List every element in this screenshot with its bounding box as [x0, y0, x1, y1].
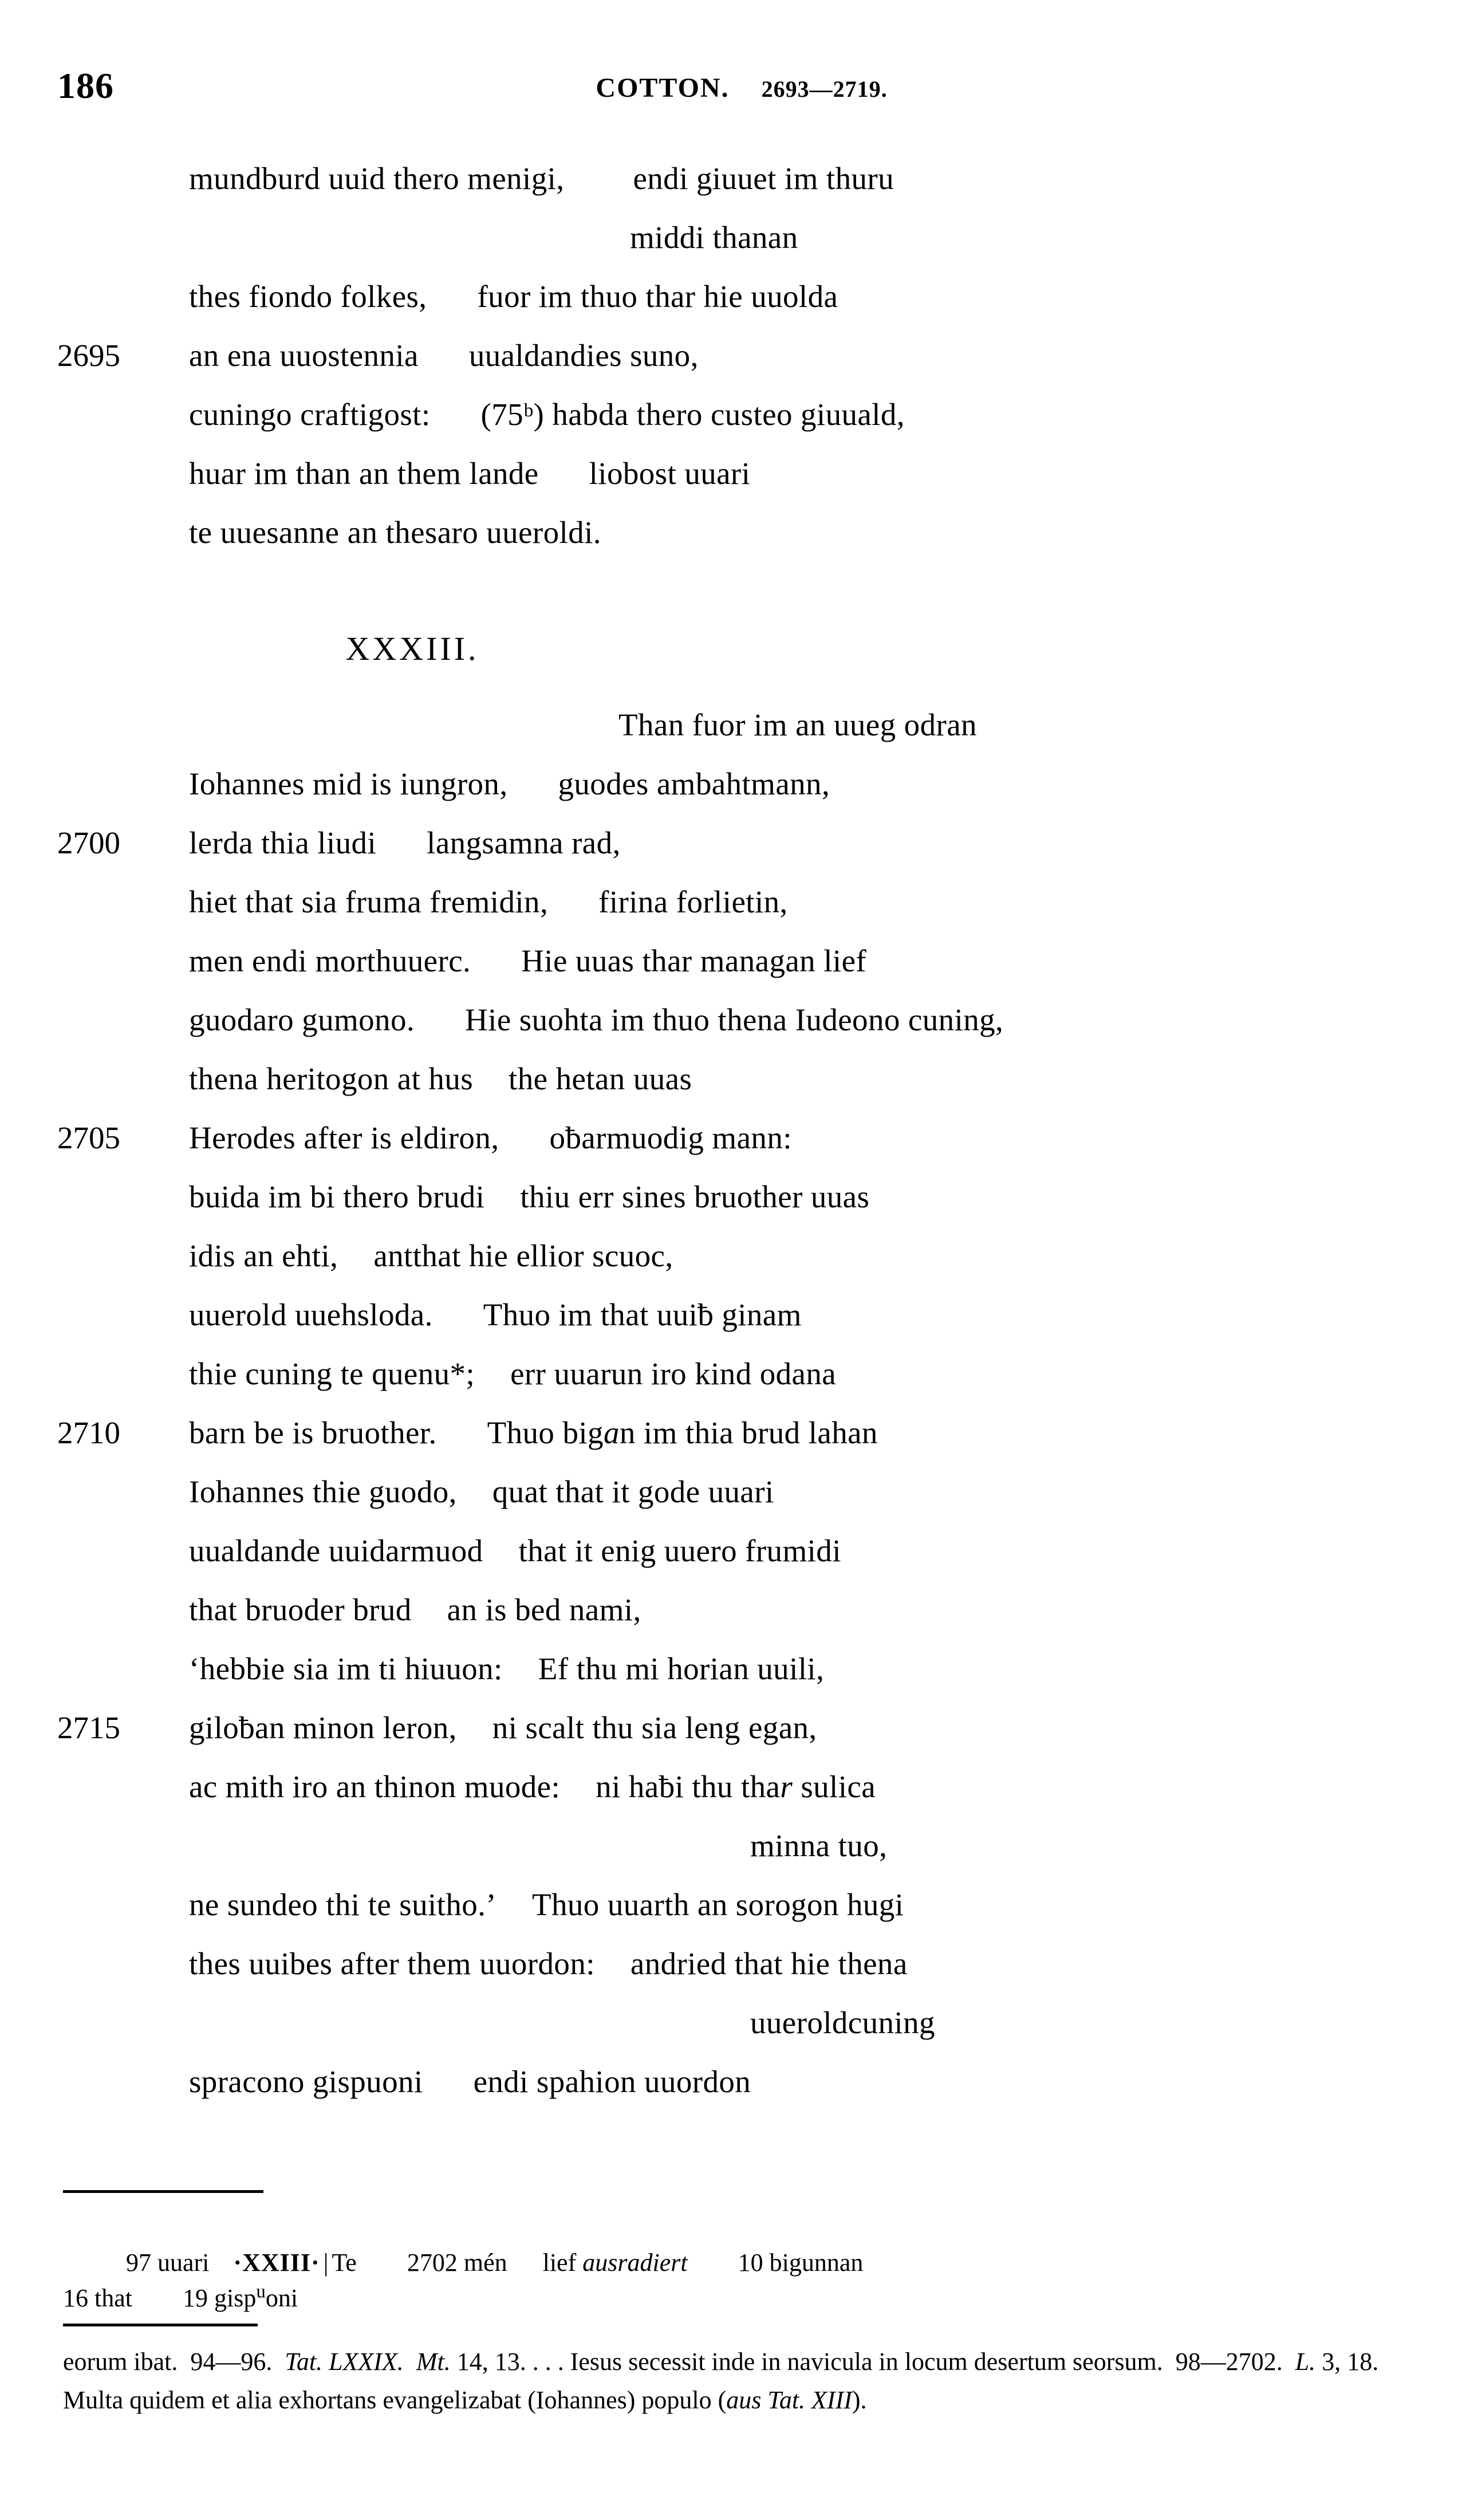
- verse-half-line-b-text: n im thia brud lahan: [619, 1415, 878, 1450]
- verse-line-text: [189, 1639, 824, 1698]
- verse-half-line-a-text: thena heritogon at hus: [189, 1061, 474, 1096]
- verse-half-line-a-text: men endi morthuuerc.: [189, 943, 471, 978]
- verse-line-text: [189, 1934, 908, 1993]
- verse-half-line-a: [189, 515, 601, 550]
- verse-half-line-a: [189, 1651, 503, 1686]
- verse-line-text: [189, 1226, 673, 1285]
- verse-half-line-b-text: uualdandies suno,: [468, 338, 699, 373]
- verse-half-line-a-text: Iohannes thie guodo,: [189, 1474, 457, 1509]
- verse-half-line-b: [477, 279, 838, 314]
- verse-line: [0, 326, 1466, 385]
- verse-half-line-a-text: cuningo craftigost:: [189, 397, 431, 432]
- verse-half-line-b: [519, 1533, 841, 1568]
- latin-commentary: [63, 2342, 1420, 2419]
- verse-line: [0, 1816, 1466, 1875]
- verse-line-text: [189, 503, 601, 562]
- verse-half-line-b-text: firina forlietin,: [598, 884, 788, 919]
- verse-half-line-a-text: giloƀan minon leron,: [189, 1710, 457, 1745]
- verse-half-line-b: [520, 1179, 869, 1214]
- apparatus-divider-rule: [63, 2190, 263, 2193]
- verse-half-line-a: [750, 2005, 935, 2040]
- verse-half-line-b-text: Ef thu mi horian uuili,: [538, 1651, 825, 1686]
- apparatus-entry-2702: 2702 mén: [407, 2249, 507, 2277]
- verse-line-text: [189, 444, 750, 503]
- verse-half-line-a: [189, 1297, 433, 1332]
- verse-half-line-b: [532, 1887, 904, 1922]
- verse-line: [0, 754, 1466, 813]
- verse-line: [0, 1698, 1466, 1757]
- verse-line: [0, 1580, 1466, 1639]
- verse-half-line-b-italic-letter: a: [603, 1415, 620, 1450]
- commentary-source-matthew: Mt.: [416, 2348, 451, 2376]
- running-head-title: [0, 74, 1466, 102]
- verse-half-line-b-text: ni haƀi thu tha: [596, 1769, 781, 1804]
- verse-half-line-b-text: Thuo im that uuiƀ ginam: [483, 1297, 802, 1332]
- verse-half-line-a-text: an ena uuostennia: [189, 338, 419, 373]
- verse-half-line-a: [189, 1769, 560, 1804]
- verse-half-line-a: [189, 1238, 338, 1273]
- verse-half-line-a: [189, 825, 376, 860]
- commentary-seg-3: [404, 2348, 416, 2376]
- verse-half-line-a-text: idis an ehti,: [189, 1238, 338, 1273]
- verse-line-text: [189, 1875, 904, 1934]
- verse-half-line-a-text: mundburd uuid thero menigi,: [189, 161, 565, 196]
- verse-line: [0, 503, 1466, 562]
- verse-body: [0, 149, 1466, 2111]
- verse-line-text: [189, 1049, 692, 1108]
- verse-line-number: 2715: [57, 1710, 120, 1745]
- verse-half-line-b: [465, 1002, 1003, 1037]
- verse-line: [0, 695, 1466, 754]
- apparatus-entry-97: 97 uuari: [126, 2249, 210, 2277]
- verse-half-line-b-text: quat that it gode uuari: [492, 1474, 774, 1509]
- verse-line-text: [189, 1403, 878, 1462]
- verse-half-line-b-text: Thuo big: [487, 1415, 604, 1450]
- verse-half-line-b-text: liobost uuari: [589, 456, 751, 491]
- verse-half-line-a: [189, 161, 564, 196]
- running-head-manuscript: COTTON.: [596, 73, 730, 103]
- verse-half-line-a-text: lerda thia liudi: [189, 825, 377, 860]
- verse-half-line-a: [189, 1710, 457, 1745]
- verse-half-line-a: [189, 1179, 484, 1214]
- verse-half-line-b: [492, 1710, 817, 1745]
- verse-half-line-b: [492, 1474, 774, 1509]
- verse-half-line-a: [189, 766, 508, 801]
- verse-line-text: [189, 1344, 836, 1403]
- verse-half-line-b-text: thiu err sines bruother uuas: [520, 1179, 870, 1214]
- verse-half-line-b: [521, 943, 866, 978]
- verse-half-line-b-text: Thuo uuarth an sorogon hugi: [532, 1887, 904, 1922]
- verse-line-text: [189, 326, 699, 385]
- verse-half-line-b: [483, 1297, 802, 1332]
- verse-half-line-a-text: spracono gispuoni: [189, 2064, 423, 2099]
- apparatus-entry-19-tail: oni: [265, 2284, 298, 2312]
- verse-half-line-b: [487, 1415, 878, 1450]
- verse-half-line-a: [189, 1002, 415, 1037]
- verse-half-line-a: [189, 884, 548, 919]
- verse-half-line-b-text: (75ᵇ) habda thero custeo giuuald,: [480, 397, 905, 432]
- verse-line-text: [750, 1993, 935, 2052]
- verse-half-line-a: [189, 1887, 496, 1922]
- verse-half-line-a: [618, 707, 977, 742]
- verse-half-line-a-text: thes uuibes after them uuordon:: [189, 1946, 595, 1981]
- verse-line-text: [189, 267, 838, 326]
- verse-line: [0, 208, 1466, 267]
- running-head: [0, 0, 1466, 106]
- verse-half-line-a: [189, 1474, 457, 1509]
- verse-line-text: [189, 931, 866, 990]
- verse-line: [0, 1285, 1466, 1344]
- verse-half-line-b-text: langsamna rad,: [427, 825, 621, 860]
- verse-line-text: [189, 2052, 751, 2111]
- verse-half-line-b-italic-letter: r: [780, 1769, 793, 1804]
- commentary-divider-rule: [63, 2324, 258, 2326]
- verse-line-text: [189, 813, 621, 872]
- verse-half-line-a-text: Herodes after is eldiron,: [189, 1120, 499, 1155]
- verse-half-line-a-text: that bruoder brud: [189, 1592, 412, 1627]
- verse-half-line-b-text: fuor im thuo thar hie uuolda: [477, 279, 838, 314]
- verse-half-line-a-text: minna tuo,: [750, 1828, 888, 1863]
- verse-line-text: [618, 695, 977, 754]
- verse-half-line-a-text: buida im bi thero brudi: [189, 1179, 485, 1214]
- verse-line: [0, 1934, 1466, 1993]
- verse-line: [0, 1757, 1466, 1816]
- apparatus-entry-16: 16 that: [63, 2284, 132, 2312]
- commentary-seg-1: eorum ibat. 94—96.: [63, 2348, 285, 2376]
- verse-line: [0, 1639, 1466, 1698]
- verse-line-number: 2700: [57, 825, 120, 860]
- commentary-seg-9: ).: [852, 2386, 867, 2414]
- verse-half-line-a-text: uuerold uuehsloda.: [189, 1297, 433, 1332]
- verse-line-text: [189, 385, 905, 444]
- verse-half-line-a: [189, 1592, 412, 1627]
- verse-line: [0, 2052, 1466, 2111]
- verse-half-line-b: [598, 884, 788, 919]
- verse-line-text: [189, 754, 830, 813]
- verse-half-line-b: [633, 161, 894, 196]
- page-number: 186: [57, 65, 114, 106]
- verse-half-line-a: [189, 943, 471, 978]
- verse-line-text: [750, 1816, 887, 1875]
- commentary-source-luke: L.: [1295, 2348, 1316, 2376]
- verse-line: [0, 267, 1466, 326]
- apparatus-entry-10: 10 bigunnan: [738, 2249, 864, 2277]
- verse-line-text: [189, 1285, 802, 1344]
- verse-half-line-a-text: te uuesanne an thesaro uueroldi.: [189, 515, 601, 550]
- verse-half-line-a-text: ne sundeo thi te suitho.’: [189, 1887, 497, 1922]
- verse-half-line-a-text: thes fiondo folkes,: [189, 279, 427, 314]
- verse-half-line-b: [474, 2064, 751, 2099]
- verse-half-line-a: [189, 338, 419, 373]
- critical-apparatus: [63, 2210, 1414, 2316]
- verse-half-line-b-text: Hie uuas thar managan lief: [521, 943, 867, 978]
- verse-half-line-b-text: endi spahion uuordon: [473, 2064, 751, 2099]
- verse-half-line-b: [596, 1769, 876, 1804]
- verse-half-line-a-text: guodaro gumono.: [189, 1002, 415, 1037]
- verse-half-line-b: [509, 1061, 692, 1096]
- verse-line: [0, 813, 1466, 872]
- verse-half-line-a-text: ‘hebbie sia im ti hiuuon:: [189, 1651, 503, 1686]
- verse-half-line-a: [189, 397, 431, 432]
- verse-line-text: [189, 1757, 876, 1816]
- verse-line: [0, 1521, 1466, 1580]
- verse-half-line-a-text: ac mith iro an thinon muode:: [189, 1769, 561, 1804]
- verse-half-line-a: [189, 1120, 499, 1155]
- verse-half-line-a-text: thie cuning te quenu*;: [189, 1356, 475, 1391]
- verse-half-line-a-text: uueroldcuning: [750, 2005, 935, 2040]
- chapter-heading: XXXIII.: [345, 630, 479, 667]
- verse-line: [0, 872, 1466, 931]
- verse-half-line-b: [510, 1356, 836, 1391]
- verse-half-line-a: [189, 456, 539, 491]
- verse-line-text: [189, 1108, 792, 1167]
- verse-half-line-b: [427, 825, 621, 860]
- verse-line: [0, 1403, 1466, 1462]
- verse-half-line-b-text: antthat hie ellior scuoc,: [373, 1238, 673, 1273]
- apparatus-note-ausradiert: ausradiert: [582, 2249, 688, 2277]
- verse-line-text: [189, 990, 1003, 1049]
- verse-line: [0, 1049, 1466, 1108]
- apparatus-bar-separator: |: [323, 2249, 329, 2277]
- verse-half-line-a-text: uualdande uuidarmuod: [189, 1533, 483, 1568]
- verse-line: [0, 149, 1466, 208]
- verse-half-line-a: [189, 1061, 473, 1096]
- verse-half-line-b-text: ni scalt thu sia leng egan,: [492, 1710, 817, 1745]
- verse-line: [0, 990, 1466, 1049]
- verse-line: [0, 1167, 1466, 1226]
- verse-line-text: [189, 1462, 774, 1521]
- verse-half-line-a: [189, 1946, 595, 1981]
- verse-line-text: [189, 872, 788, 931]
- verse-line-number: 2705: [57, 1120, 120, 1155]
- verse-half-line-b: [589, 456, 751, 491]
- verse-half-line-b-text: guodes ambahtmann,: [558, 766, 830, 801]
- verse-line: [0, 444, 1466, 503]
- verse-half-line-a: [630, 220, 798, 255]
- verse-line-number: 2695: [57, 338, 120, 373]
- verse-line: [0, 1344, 1466, 1403]
- verse-half-line-a-text: Iohannes mid is iungron,: [189, 766, 508, 801]
- verse-half-line-a: [189, 1533, 483, 1568]
- apparatus-entry-te: Te: [332, 2249, 357, 2277]
- verse-half-line-b: [630, 1946, 908, 1981]
- verse-half-line-b: [549, 1120, 791, 1155]
- verse-half-line-b: [447, 1592, 641, 1627]
- verse-line-text: [189, 1521, 841, 1580]
- verse-half-line-a-text: hiet that sia fruma fremidin,: [189, 884, 549, 919]
- verse-half-line-a: [189, 1356, 475, 1391]
- commentary-seg-7: 3, 18. Multa quidem et alia exhortans evangelizabat (Iohannes) populo (: [63, 2348, 1392, 2414]
- running-head-line-range: 2693—2719.: [761, 76, 888, 102]
- verse-half-line-b-text: sulica: [793, 1769, 876, 1804]
- verse-half-line-b-text: andried that hie thena: [630, 1946, 908, 1981]
- verse-half-line-a: [189, 279, 427, 314]
- verse-half-line-a-text: barn be is bruother.: [189, 1415, 437, 1450]
- verse-half-line-b-text: err uuarun iro kind odana: [510, 1356, 837, 1391]
- verse-half-line-b: [558, 766, 830, 801]
- verse-half-line-b-text: that it enig uuero frumidi: [518, 1533, 841, 1568]
- verse-line: [0, 385, 1466, 444]
- verse-half-line-b-text: endi giuuet im thuru: [633, 161, 894, 196]
- verse-half-line-a-text: Than fuor im an uueg odran: [618, 707, 977, 742]
- verse-line-text: [630, 208, 798, 267]
- verse-half-line-a-text: huar im than an them lande: [189, 456, 539, 491]
- verse-line-text: [189, 1167, 869, 1226]
- verse-half-line-b: [538, 1651, 825, 1686]
- verse-line-text: [189, 149, 894, 208]
- apparatus-entry-lief: lief: [542, 2249, 577, 2277]
- verse-line-text: [189, 1698, 817, 1757]
- verse-line: [0, 931, 1466, 990]
- verse-half-line-b: [373, 1238, 673, 1273]
- verse-line: [0, 1875, 1466, 1934]
- verse-half-line-b-text: an is bed nami,: [447, 1592, 641, 1627]
- apparatus-superscript-u: u: [256, 2281, 266, 2302]
- verse-line: [0, 1993, 1466, 2052]
- commentary-seg-5: 14, 13. . . . Iesus secessit inde in navicula in locum desertum seorsum. 98—2702.: [450, 2348, 1295, 2376]
- verse-half-line-a-text: middi thanan: [630, 220, 798, 255]
- verse-half-line-b-text: Hie suohta im thuo thena Iudeono cuning,: [465, 1002, 1004, 1037]
- commentary-source-tatian: Tat. LXXIX.: [285, 2348, 404, 2376]
- verse-line: [0, 1108, 1466, 1167]
- verse-line-text: [189, 1580, 641, 1639]
- verse-line: [0, 1462, 1466, 1521]
- verse-line-number: 2710: [57, 1415, 120, 1450]
- verse-half-line-b: [481, 397, 905, 432]
- verse-half-line-a: [189, 1415, 437, 1450]
- commentary-source-aus-tatian: aus Tat. XIII: [726, 2386, 852, 2414]
- verse-line: [0, 1226, 1466, 1285]
- verse-half-line-b: [469, 338, 699, 373]
- verse-half-line-b-text: oƀarmuodig mann:: [549, 1120, 792, 1155]
- apparatus-roman-numeral: ·XXIII·: [233, 2249, 320, 2277]
- apparatus-entry-19: 19 gisp: [182, 2284, 257, 2312]
- verse-half-line-a: [750, 1828, 887, 1863]
- verse-half-line-a: [189, 2064, 423, 2099]
- verse-half-line-b-text: the hetan uuas: [509, 1061, 692, 1096]
